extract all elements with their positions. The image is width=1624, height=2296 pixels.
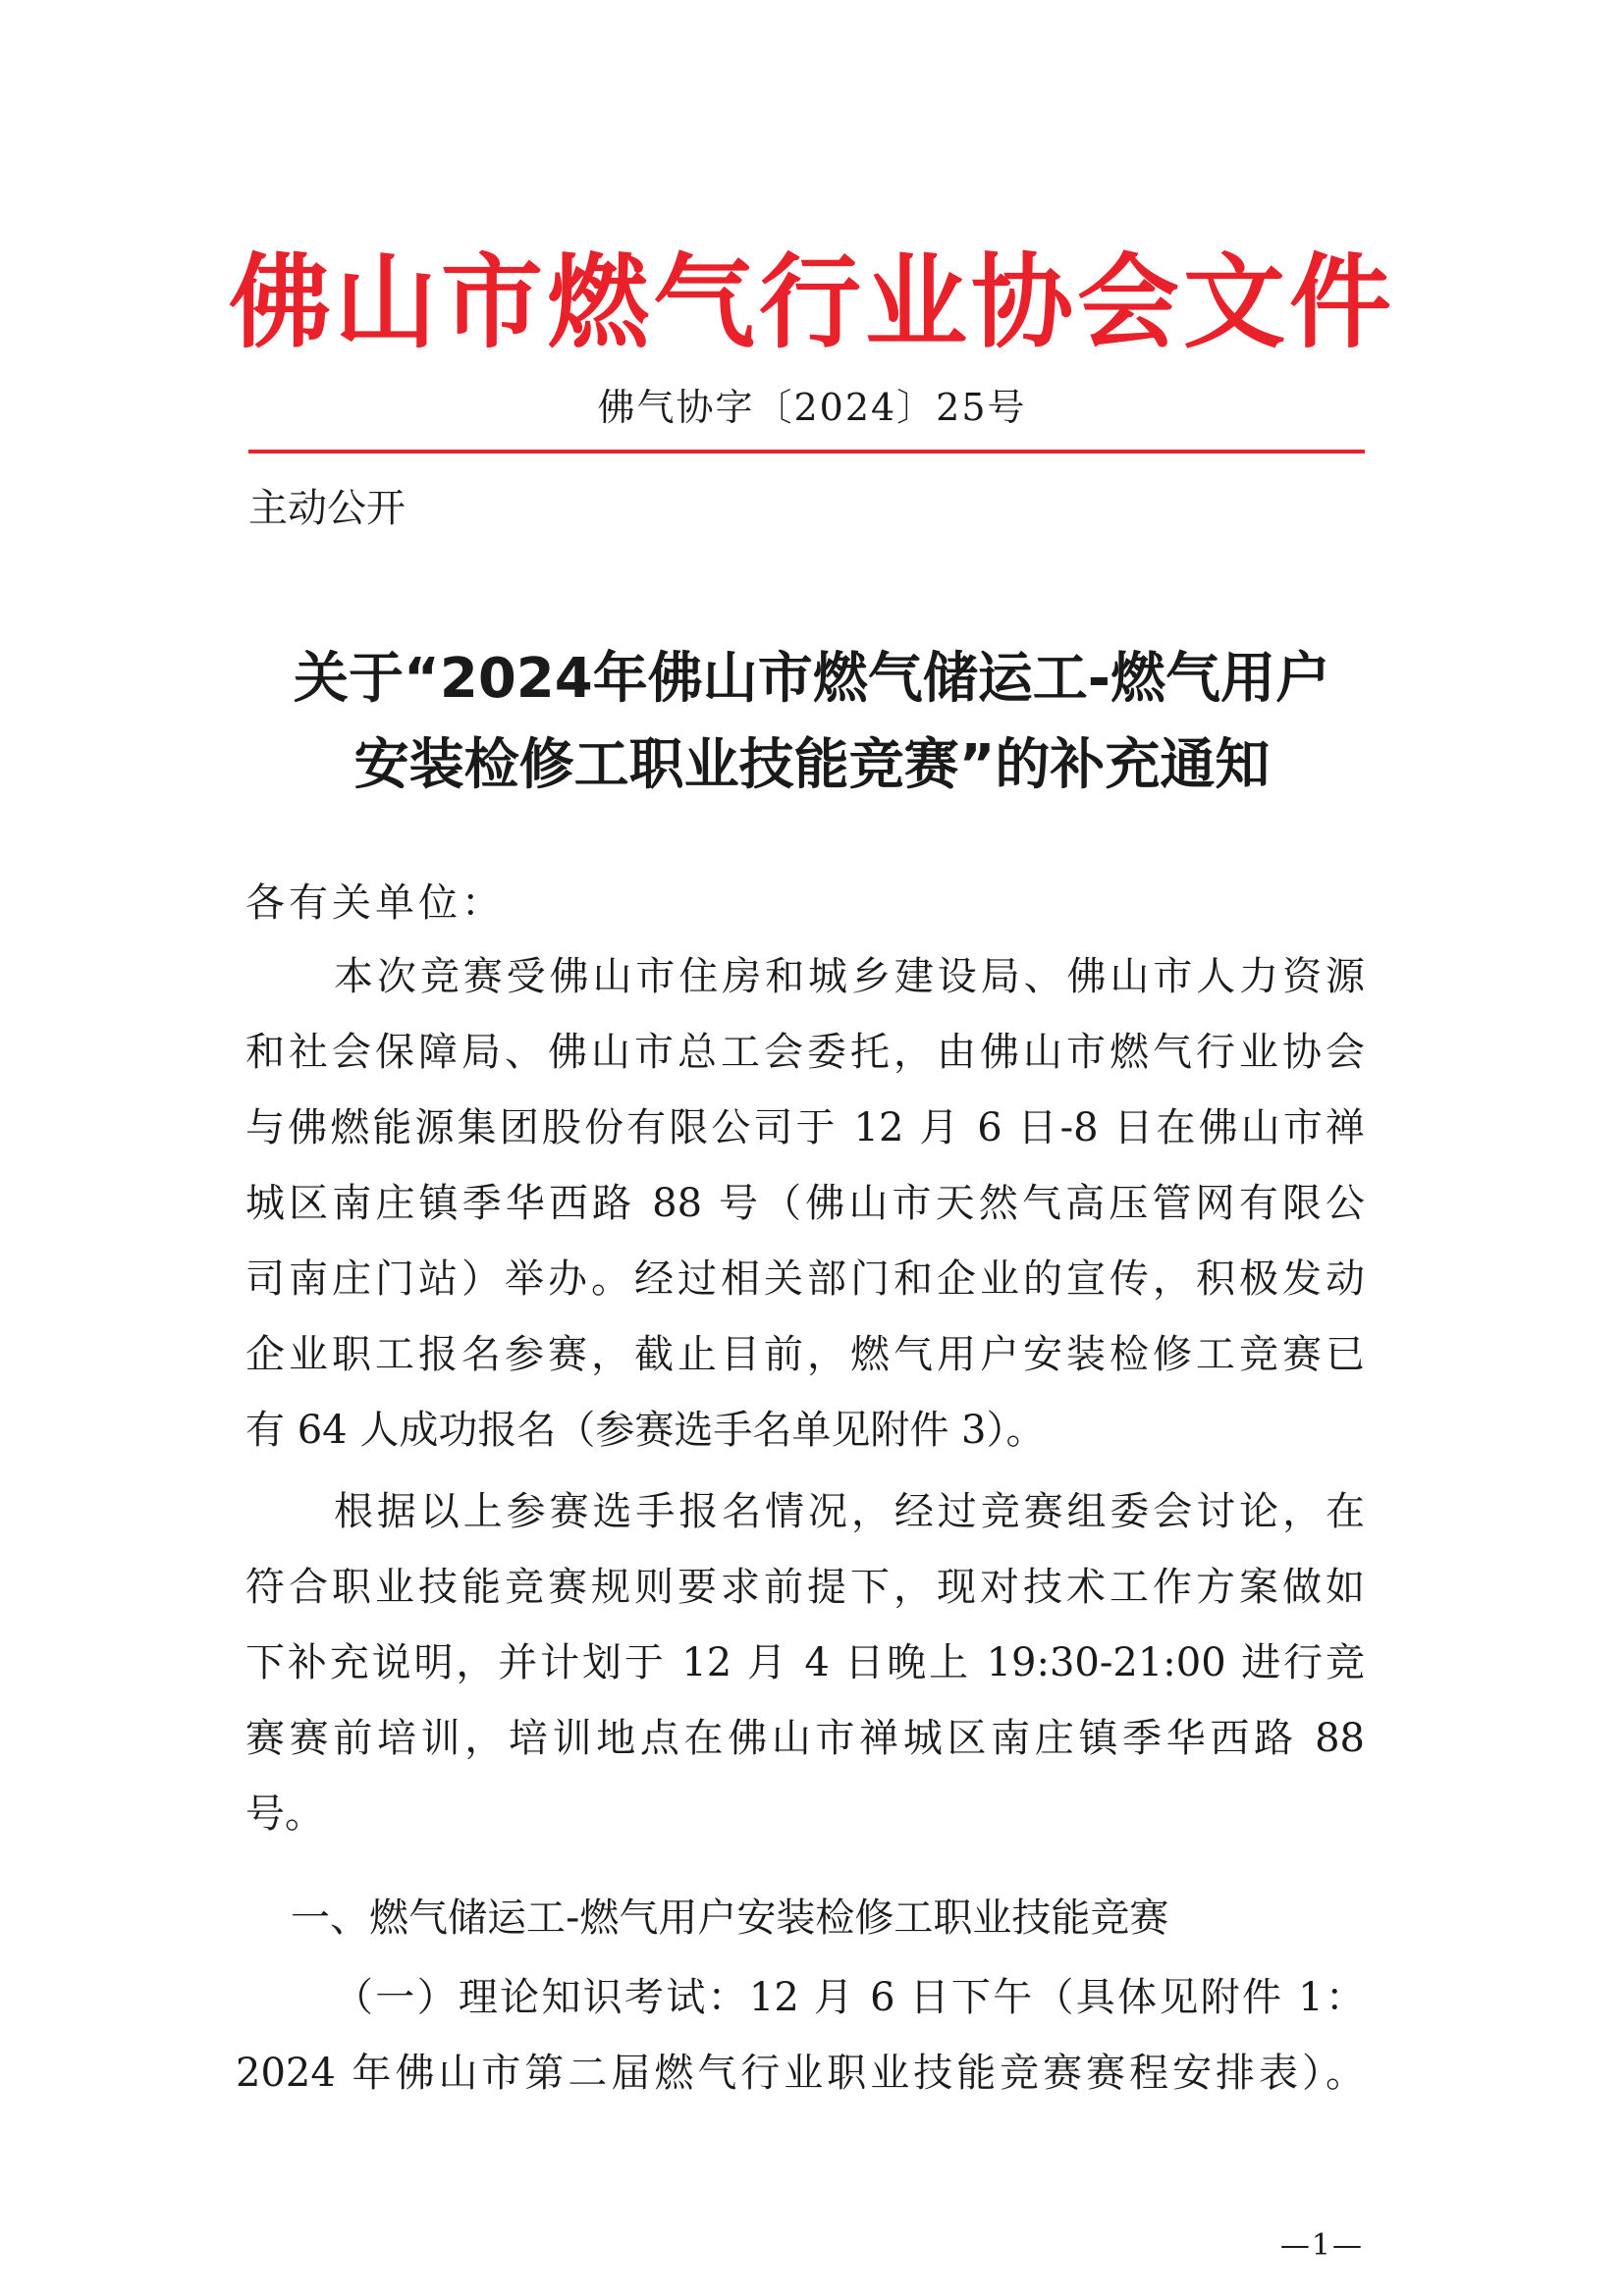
salutation: 各有关单位：	[245, 881, 505, 926]
paragraph-1-line: 和社会保障局、佛山市总工会委托，由佛山市燃气行业协会	[245, 1030, 1365, 1075]
paragraph-1-line: 与佛燃能源集团股份有限公司于 12 月 6 日-8 日在佛山市禅	[245, 1105, 1365, 1150]
paragraph-1-line: 企业职工报名参赛，截止目前，燃气用户安装检修工竞赛已	[245, 1332, 1365, 1377]
paragraph-1-line: 有 64 人成功报名（参赛选手名单见附件 3）。	[245, 1408, 1046, 1453]
paragraph-1-line: 本次竞赛受佛山市住房和城乡建设局、佛山市人力资源	[334, 954, 1365, 999]
paragraph-3-line: 2024 年佛山市第二届燃气行业职业技能竞赛赛程安排表）。	[236, 2051, 1365, 2096]
paragraph-1-line: 城区南庄镇季华西路 88 号（佛山市天然气高压管网有限公	[245, 1181, 1365, 1226]
page-number: —1—	[1279, 2228, 1364, 2263]
document-number: 佛气协字〔2024〕25号	[597, 386, 1027, 429]
paragraph-1-line: 司南庄门站）举办。经过相关部门和企业的宣传，积极发动	[245, 1256, 1365, 1302]
red-divider-rule	[248, 450, 1365, 454]
section-1-heading: 一、燃气储运工-燃气用户安装检修工职业技能竞赛	[291, 1896, 1169, 1941]
notice-title-line-1: 关于“2024年佛山市燃气储运工-燃气用户	[294, 647, 1330, 711]
paragraph-2-line: 赛赛前培训，培训地点在佛山市禅城区南庄镇季华西路 88	[245, 1716, 1365, 1761]
paragraph-3-line: （一）理论知识考试：12 月 6 日下午（具体见附件 1：	[334, 1975, 1365, 2020]
disclosure-label: 主动公开	[248, 486, 406, 531]
paragraph-2-line: 号。	[245, 1791, 324, 1837]
masthead-title: 佛山市燃气行业协会文件	[228, 242, 1395, 362]
paragraph-2-line: 下补充说明，并计划于 12 月 4 日晚上 19:30-21:00 进行竞	[245, 1640, 1365, 1685]
paragraph-2-line: 根据以上参赛选手报名情况，经过竞赛组委会讨论，在	[334, 1489, 1365, 1534]
notice-title	[196, 636, 1428, 809]
paragraph-2-line: 符合职业技能竞赛规则要求前提下，现对技术工作方案做如	[245, 1565, 1365, 1610]
notice-title-line-2: 安装检修工职业技能竞赛”的补充通知	[353, 733, 1271, 797]
